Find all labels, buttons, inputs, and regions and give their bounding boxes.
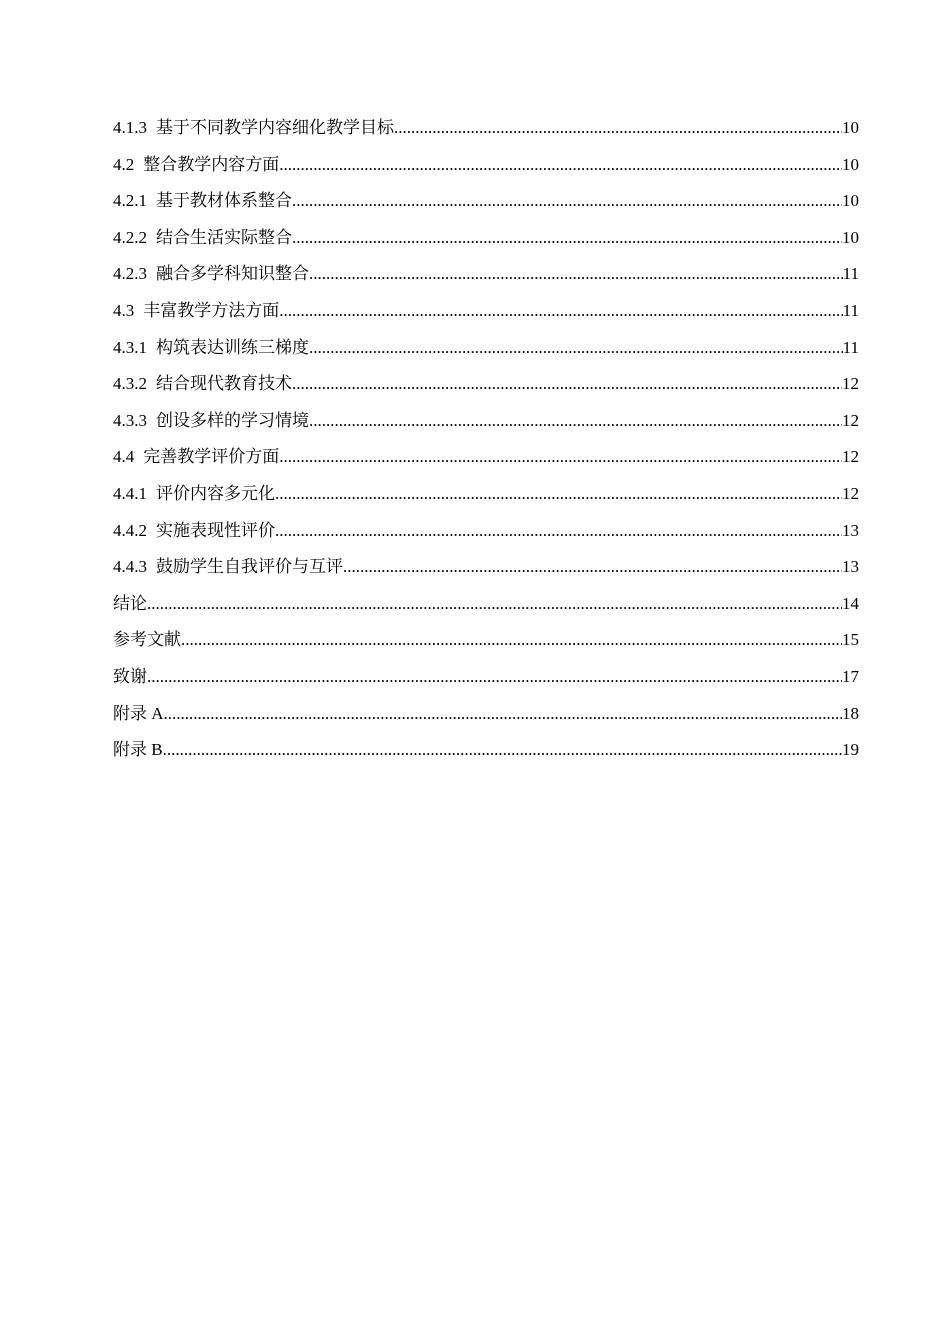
toc-page-number: 18 bbox=[842, 703, 859, 723]
toc-entry-text: 参考文献 bbox=[113, 630, 181, 650]
toc-page-number: 10 bbox=[842, 227, 859, 247]
toc-entry-text: 融合多学科知识整合 bbox=[156, 264, 309, 284]
toc-page-number: 10 bbox=[842, 154, 859, 174]
toc-entry[interactable] bbox=[113, 696, 859, 733]
toc-entry-title bbox=[113, 110, 394, 147]
toc-page-number: 12 bbox=[842, 447, 859, 467]
toc-entry-text: 结合现代教育技术 bbox=[156, 374, 292, 394]
toc-entry[interactable] bbox=[113, 293, 859, 330]
toc-entry-number: 4.3.1 bbox=[113, 337, 147, 357]
toc-dot-leader bbox=[275, 513, 842, 550]
toc-dot-leader bbox=[309, 403, 842, 440]
toc-entry-number: 4.2.1 bbox=[113, 191, 147, 211]
toc-entry-title bbox=[113, 476, 275, 513]
toc-entry-title bbox=[113, 513, 275, 550]
toc-entry-text: 丰富教学方法方面 bbox=[143, 300, 280, 320]
toc-entry-text: 实施表现性评价 bbox=[156, 520, 275, 540]
toc-entry-text: 基于不同教学内容细化教学目标 bbox=[156, 118, 394, 137]
toc-entry[interactable] bbox=[113, 256, 859, 293]
toc-page-number: 19 bbox=[842, 740, 859, 760]
toc-entry-number: 4.4.2 bbox=[113, 520, 147, 540]
toc-entry[interactable] bbox=[113, 439, 859, 476]
toc-entry[interactable] bbox=[113, 366, 859, 403]
toc-entry[interactable] bbox=[113, 549, 859, 586]
toc-entry-number: 4.3.2 bbox=[113, 374, 147, 394]
toc-entry-text: 构筑表达训练三梯度 bbox=[156, 337, 309, 357]
toc-entry-text: 附录 A bbox=[113, 703, 164, 723]
toc-entry-text: 结论 bbox=[113, 593, 147, 613]
toc-entry-title bbox=[113, 549, 343, 586]
toc-entry-title bbox=[113, 256, 309, 293]
toc-entry[interactable] bbox=[113, 476, 859, 513]
toc-entry[interactable] bbox=[113, 622, 859, 659]
toc-page-number: 14 bbox=[842, 593, 859, 613]
toc-entry-title bbox=[113, 293, 279, 330]
toc-page-number: 12 bbox=[842, 410, 859, 430]
toc-entry-number: 4.2.2 bbox=[113, 227, 147, 247]
toc-entry-number: 4.3 bbox=[113, 300, 135, 320]
toc-page-number: 11 bbox=[842, 300, 859, 320]
toc-page-number: 10 bbox=[842, 191, 859, 211]
toc-entry[interactable] bbox=[113, 732, 859, 769]
toc-entry[interactable] bbox=[113, 403, 859, 440]
toc-dot-leader bbox=[343, 549, 842, 586]
toc-dot-leader bbox=[279, 293, 842, 330]
toc-page-number: 11 bbox=[842, 264, 859, 284]
toc-entry[interactable] bbox=[113, 586, 859, 623]
toc-entry-text: 评价内容多元化 bbox=[156, 483, 275, 503]
toc-entry-title bbox=[113, 622, 181, 659]
toc-entry-text: 整合教学内容方面 bbox=[143, 154, 280, 174]
toc-entry-number: 4.1.3 bbox=[113, 118, 147, 137]
toc-entry-text: 附录 B bbox=[113, 740, 163, 760]
toc-entry[interactable] bbox=[113, 110, 859, 147]
toc-entry-number: 4.4 bbox=[113, 447, 135, 467]
toc-page-number: 10 bbox=[842, 118, 859, 137]
toc-entry-title bbox=[113, 732, 163, 769]
toc-entry-title bbox=[113, 183, 292, 220]
toc-entry-text: 完善教学评价方面 bbox=[143, 447, 280, 467]
toc-dot-leader bbox=[181, 622, 842, 659]
toc-entry-number: 4.4.1 bbox=[113, 483, 147, 503]
toc-page-number: 12 bbox=[842, 483, 859, 503]
toc-page-number: 13 bbox=[842, 557, 859, 577]
toc-dot-leader bbox=[147, 659, 842, 696]
toc-entry[interactable] bbox=[113, 513, 859, 550]
toc-entry-title bbox=[113, 403, 309, 440]
toc-entry-title bbox=[113, 366, 292, 403]
toc-dot-leader bbox=[275, 476, 842, 513]
toc-entry-text: 基于教材体系整合 bbox=[156, 191, 292, 211]
toc-entry[interactable] bbox=[113, 183, 859, 220]
toc-entry-number: 4.2 bbox=[113, 154, 135, 174]
toc-entry-number: 4.2.3 bbox=[113, 264, 147, 284]
toc-entry[interactable] bbox=[113, 330, 859, 367]
toc-entry-number: 4.3.3 bbox=[113, 410, 147, 430]
toc-dot-leader bbox=[292, 220, 842, 257]
toc-entry-text: 鼓励学生自我评价与互评 bbox=[156, 557, 343, 577]
toc-dot-leader bbox=[394, 110, 842, 147]
toc-entry[interactable] bbox=[113, 147, 859, 184]
toc-dot-leader bbox=[309, 330, 843, 367]
toc-dot-leader bbox=[279, 147, 842, 184]
toc-dot-leader bbox=[164, 696, 842, 733]
toc-dot-leader bbox=[163, 732, 842, 769]
toc-page-number: 13 bbox=[842, 520, 859, 540]
toc-entry-title bbox=[113, 220, 292, 257]
toc-page-number: 15 bbox=[842, 630, 859, 650]
toc-page-number: 12 bbox=[842, 374, 859, 394]
toc-dot-leader bbox=[279, 439, 842, 476]
toc-page-number: 17 bbox=[842, 666, 859, 686]
toc-entry-title bbox=[113, 330, 309, 367]
toc-entry-title bbox=[113, 659, 147, 696]
toc-dot-leader bbox=[147, 586, 842, 623]
toc-dot-leader bbox=[309, 256, 843, 293]
toc-dot-leader bbox=[292, 366, 842, 403]
toc-entry-title bbox=[113, 147, 279, 184]
table-of-contents bbox=[113, 110, 859, 769]
toc-entry-text: 创设多样的学习情境 bbox=[156, 410, 309, 430]
toc-entry-number: 4.4.3 bbox=[113, 557, 147, 577]
toc-page-number: 11 bbox=[842, 337, 859, 357]
toc-entry-text: 致谢 bbox=[113, 666, 147, 686]
toc-entry[interactable] bbox=[113, 220, 859, 257]
toc-entry-title bbox=[113, 586, 147, 623]
toc-dot-leader bbox=[292, 183, 842, 220]
toc-entry-title bbox=[113, 439, 279, 476]
toc-entry-text: 结合生活实际整合 bbox=[156, 227, 292, 247]
toc-entry[interactable] bbox=[113, 659, 859, 696]
toc-entry-title bbox=[113, 696, 164, 733]
